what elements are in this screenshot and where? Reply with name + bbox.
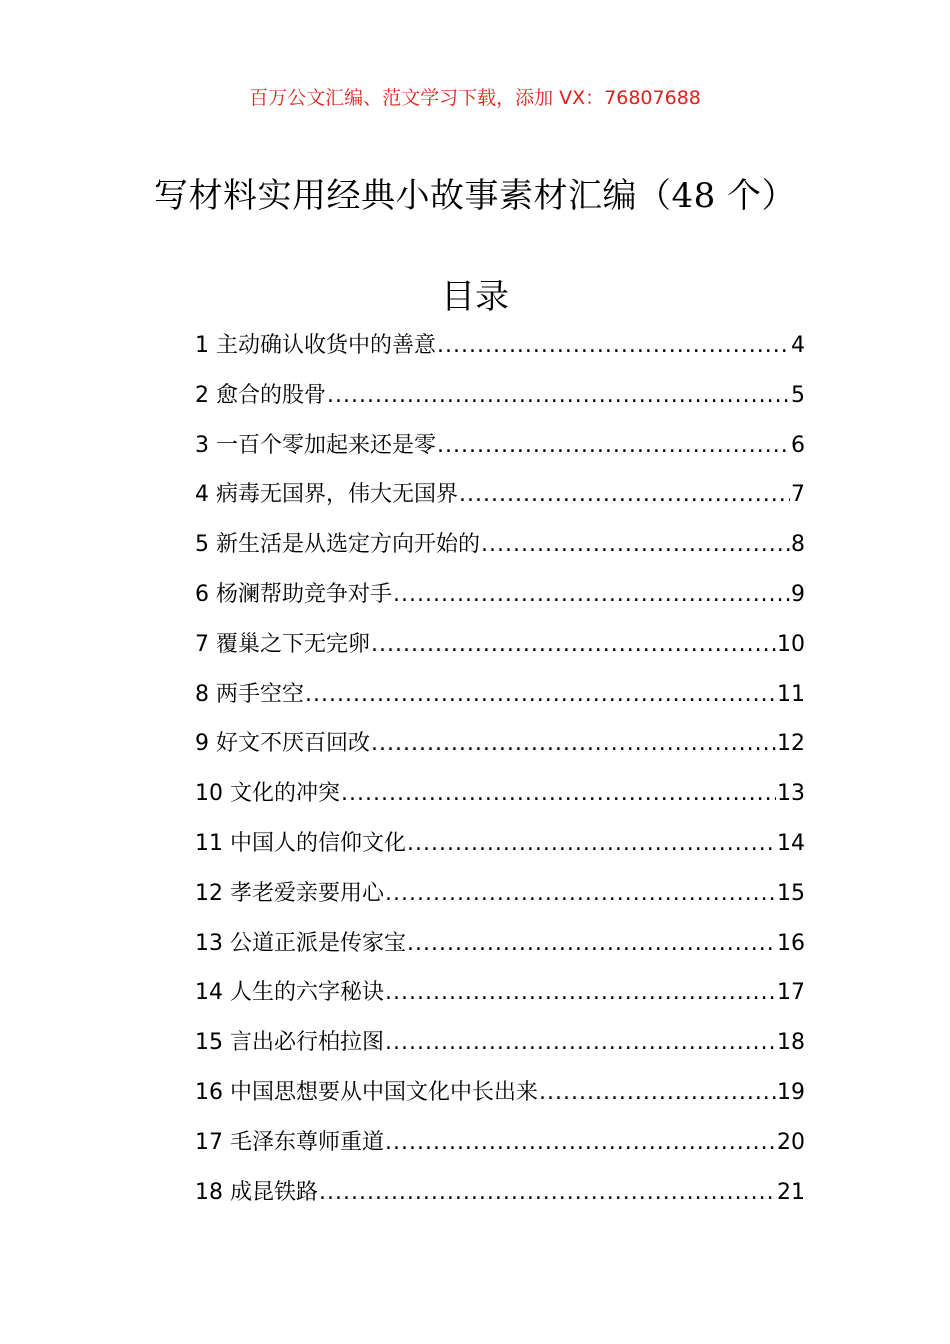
toc-entry-label: 12 孝老爱亲要用心 (195, 880, 384, 906)
toc-entry[interactable] (195, 428, 805, 478)
toc-entry-page-number: 9 (791, 581, 805, 607)
table-of-contents (195, 328, 805, 1224)
toc-entry[interactable] (195, 527, 805, 577)
toc-dot-leader (407, 926, 776, 962)
toc-dot-leader (327, 378, 790, 414)
toc-entry-label: 13 公道正派是传家宝 (195, 930, 406, 956)
toc-heading: 目录 (441, 277, 509, 317)
toc-entry[interactable] (195, 826, 805, 876)
toc-entry[interactable] (195, 677, 805, 727)
toc-entry[interactable] (195, 776, 805, 826)
toc-entry-label: 6 杨澜帮助竞争对手 (195, 581, 392, 607)
toc-dot-leader (305, 677, 776, 713)
toc-entry-label: 11 中国人的信仰文化 (195, 830, 406, 856)
toc-dot-leader (385, 876, 776, 912)
toc-entry-page-number: 14 (777, 830, 805, 856)
toc-entry-page-number: 6 (791, 432, 805, 458)
toc-entry-page-number: 7 (791, 482, 805, 508)
toc-dot-leader (385, 975, 776, 1011)
document-title: 写材料实用经典小故事素材汇编（48 个） (153, 176, 797, 216)
toc-entry-label: 8 两手空空 (195, 681, 304, 707)
toc-entry[interactable] (195, 1075, 805, 1125)
toc-entry[interactable] (195, 477, 805, 527)
toc-entry-label: 4 病毒无国界，伟大无国界 (195, 482, 458, 508)
toc-entry[interactable] (195, 378, 805, 428)
toc-entry[interactable] (195, 328, 805, 378)
toc-dot-leader (539, 1075, 776, 1111)
toc-entry-page-number: 15 (777, 880, 805, 906)
toc-entry-page-number: 5 (791, 382, 805, 408)
toc-entry-page-number: 4 (791, 333, 805, 358)
toc-entry-label: 15 言出必行柏拉图 (195, 1030, 384, 1056)
toc-entry-label: 1 主动确认收货中的善意 (195, 333, 436, 358)
toc-dot-leader (385, 1125, 776, 1161)
toc-dot-leader (407, 826, 776, 862)
toc-entry-page-number: 18 (777, 1030, 805, 1056)
toc-entry[interactable] (195, 1175, 805, 1225)
toc-entry[interactable] (195, 926, 805, 976)
toc-dot-leader (459, 477, 790, 513)
toc-entry[interactable] (195, 876, 805, 926)
toc-dot-leader (437, 328, 790, 364)
toc-entry-label: 9 好文不厌百回改 (195, 731, 370, 757)
toc-dot-leader (341, 776, 776, 812)
toc-entry-label: 14 人生的六字秘诀 (195, 980, 384, 1006)
toc-entry-label: 3 一百个零加起来还是零 (195, 432, 436, 458)
toc-dot-leader (371, 627, 776, 663)
toc-dot-leader (319, 1175, 776, 1211)
toc-entry-page-number: 17 (777, 980, 805, 1006)
toc-entry-label: 18 成昆铁路 (195, 1179, 318, 1205)
toc-dot-leader (371, 726, 776, 762)
toc-entry-page-number: 20 (777, 1129, 805, 1155)
toc-entry-label: 17 毛泽东尊师重道 (195, 1129, 384, 1155)
toc-entry-page-number: 21 (777, 1179, 805, 1205)
toc-entry-page-number: 19 (777, 1079, 805, 1105)
toc-entry-page-number: 8 (791, 532, 805, 558)
toc-entry-page-number: 16 (777, 930, 805, 956)
toc-entry-label: 2 愈合的股骨 (195, 382, 326, 408)
toc-entry[interactable] (195, 577, 805, 627)
toc-entry-page-number: 12 (777, 731, 805, 757)
toc-entry[interactable] (195, 726, 805, 776)
toc-dot-leader (385, 1025, 776, 1061)
header-watermark-note: 百万公文汇编、范文学习下载，添加 VX：76807688 (249, 87, 701, 109)
toc-dot-leader (393, 577, 790, 613)
toc-entry[interactable] (195, 627, 805, 677)
toc-entry-label: 10 文化的冲突 (195, 781, 340, 807)
toc-entry[interactable] (195, 975, 805, 1025)
toc-entry[interactable] (195, 1025, 805, 1075)
toc-entry-page-number: 11 (777, 681, 805, 707)
toc-entry-page-number: 10 (777, 631, 805, 657)
toc-entry-label: 16 中国思想要从中国文化中长出来 (195, 1079, 538, 1105)
toc-entry[interactable] (195, 1125, 805, 1175)
toc-dot-leader (437, 428, 790, 464)
toc-entry-page-number: 13 (777, 781, 805, 807)
toc-entry-label: 5 新生活是从选定方向开始的 (195, 532, 480, 558)
toc-entry-label: 7 覆巢之下无完卵 (195, 631, 370, 657)
toc-dot-leader (481, 527, 790, 563)
